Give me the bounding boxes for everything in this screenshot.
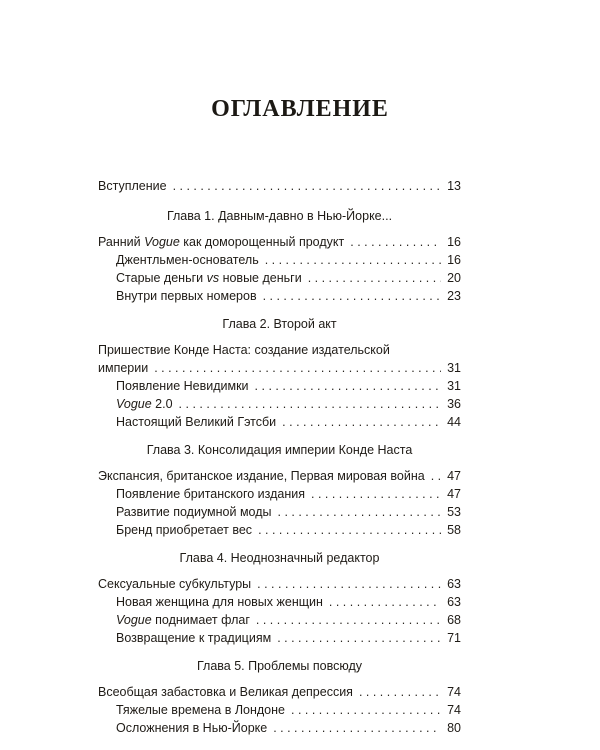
toc-entry-label: Vogue 2.0	[116, 397, 173, 411]
toc-subentry[interactable]	[98, 593, 461, 611]
leader-dots	[291, 701, 441, 719]
toc-entry-label: Vogue поднимает флаг	[116, 613, 250, 627]
chapter-heading-5: Глава 5. Проблемы повсюду	[196, 659, 363, 673]
chapter-heading-2: Глава 2. Второй акт	[222, 317, 337, 331]
toc-page-number: 44	[447, 415, 461, 429]
toc-subentry[interactable]	[98, 269, 461, 287]
toc-page-number: 71	[447, 631, 461, 645]
toc-subentry[interactable]	[98, 503, 461, 521]
toc-entry-label-line2: империи	[98, 361, 149, 375]
leader-dots	[255, 377, 441, 395]
toc-entry-label: Развитие подиумной моды	[116, 505, 272, 519]
toc-subentry[interactable]	[98, 719, 461, 737]
toc-page-number: 13	[447, 179, 461, 193]
toc-page-number: 53	[447, 505, 461, 519]
toc-entry-label-line1[interactable]: Пришествие Конде Наста: создание издательской	[98, 343, 390, 357]
leader-dots	[257, 575, 441, 593]
toc-page-number: 47	[447, 469, 461, 483]
toc-entry-label: Старые деньги vs новые деньги	[116, 271, 302, 285]
toc-page-number: 16	[447, 253, 461, 267]
chapter-heading-3: Глава 3. Консолидация империи Конде Наста	[146, 443, 413, 457]
toc-page-number: 68	[447, 613, 461, 627]
toc-page-number: 47	[447, 487, 461, 501]
toc-page-number: 63	[447, 595, 461, 609]
leader-dots	[265, 251, 441, 269]
leader-dots	[308, 269, 441, 287]
toc-entry[interactable]	[98, 233, 461, 251]
leader-dots	[278, 503, 441, 521]
toc-entry-label: Вступление	[98, 179, 167, 193]
table-of-contents	[98, 177, 461, 737]
toc-entry-label: Новая женщина для новых женщин	[116, 595, 323, 609]
toc-page-number: 80	[447, 721, 461, 735]
toc-subentry[interactable]	[98, 629, 461, 647]
toc-page-number: 31	[447, 379, 461, 393]
chapter-heading-4: Глава 4. Неоднозначный редактор	[179, 551, 380, 565]
toc-page-number: 74	[447, 703, 461, 717]
leader-dots	[263, 287, 441, 305]
toc-entry-label: Всеобщая забастовка и Великая депрессия	[98, 685, 353, 699]
leader-dots	[173, 177, 441, 195]
toc-entry[interactable]	[98, 575, 461, 593]
toc-subentry[interactable]	[98, 701, 461, 719]
leader-dots	[350, 233, 441, 251]
toc-entry[interactable]	[98, 683, 461, 701]
toc-entry-label: Ранний Vogue как доморощенный продукт	[98, 235, 345, 249]
toc-entry-intro[interactable]	[98, 177, 461, 195]
leader-dots	[329, 593, 441, 611]
toc-entry-label: Возвращение к традициям	[116, 631, 272, 645]
toc-entry-label: Осложнения в Нью-Йорке	[116, 721, 268, 735]
toc-page-number: 20	[447, 271, 461, 285]
leader-dots	[282, 413, 441, 431]
page-title: ОГЛАВЛЕНИЕ	[211, 96, 389, 122]
toc-page-number: 58	[447, 523, 461, 537]
toc-subentry[interactable]	[98, 611, 461, 629]
chapter-heading-1: Глава 1. Давным-давно в Нью-Йорке...	[166, 209, 393, 223]
toc-subentry[interactable]	[98, 521, 461, 539]
toc-entry-label: Настоящий Великий Гэтсби	[116, 415, 277, 429]
toc-entry-label: Появление британского издания	[116, 487, 306, 501]
leader-dots	[258, 521, 441, 539]
leader-dots	[256, 611, 441, 629]
leader-dots	[359, 683, 441, 701]
toc-entry-label: Джентльмен-основатель	[116, 253, 259, 267]
toc-subentry[interactable]	[98, 485, 461, 503]
leader-dots	[431, 467, 441, 485]
toc-entry-label: Бренд приобретает вес	[116, 523, 253, 537]
leader-dots	[311, 485, 441, 503]
leader-dots	[154, 359, 441, 377]
toc-page-number: 23	[447, 289, 461, 303]
toc-subentry[interactable]	[98, 413, 461, 431]
toc-entry[interactable]	[98, 467, 461, 485]
leader-dots	[273, 719, 441, 737]
toc-page-number: 63	[447, 577, 461, 591]
leader-dots	[179, 395, 441, 413]
toc-entry-label: Экспансия, британское издание, Первая мировая война	[98, 469, 425, 483]
toc-entry-label: Появление Невидимки	[116, 379, 249, 393]
toc-page-number: 36	[447, 397, 461, 411]
toc-page-number: 74	[447, 685, 461, 699]
toc-entry-label: Внутри первых номеров	[116, 289, 257, 303]
toc-subentry[interactable]	[98, 395, 461, 413]
toc-subentry[interactable]	[98, 377, 461, 395]
toc-entry-label: Тяжелые времена в Лондоне	[116, 703, 285, 717]
toc-page-number: 16	[447, 235, 461, 249]
toc-page-number: 31	[447, 361, 461, 375]
toc-subentry[interactable]	[98, 287, 461, 305]
toc-entry-label: Сексуальные субкультуры	[98, 577, 252, 591]
toc-subentry[interactable]	[98, 251, 461, 269]
toc-entry[interactable]	[98, 359, 461, 377]
leader-dots	[277, 629, 441, 647]
